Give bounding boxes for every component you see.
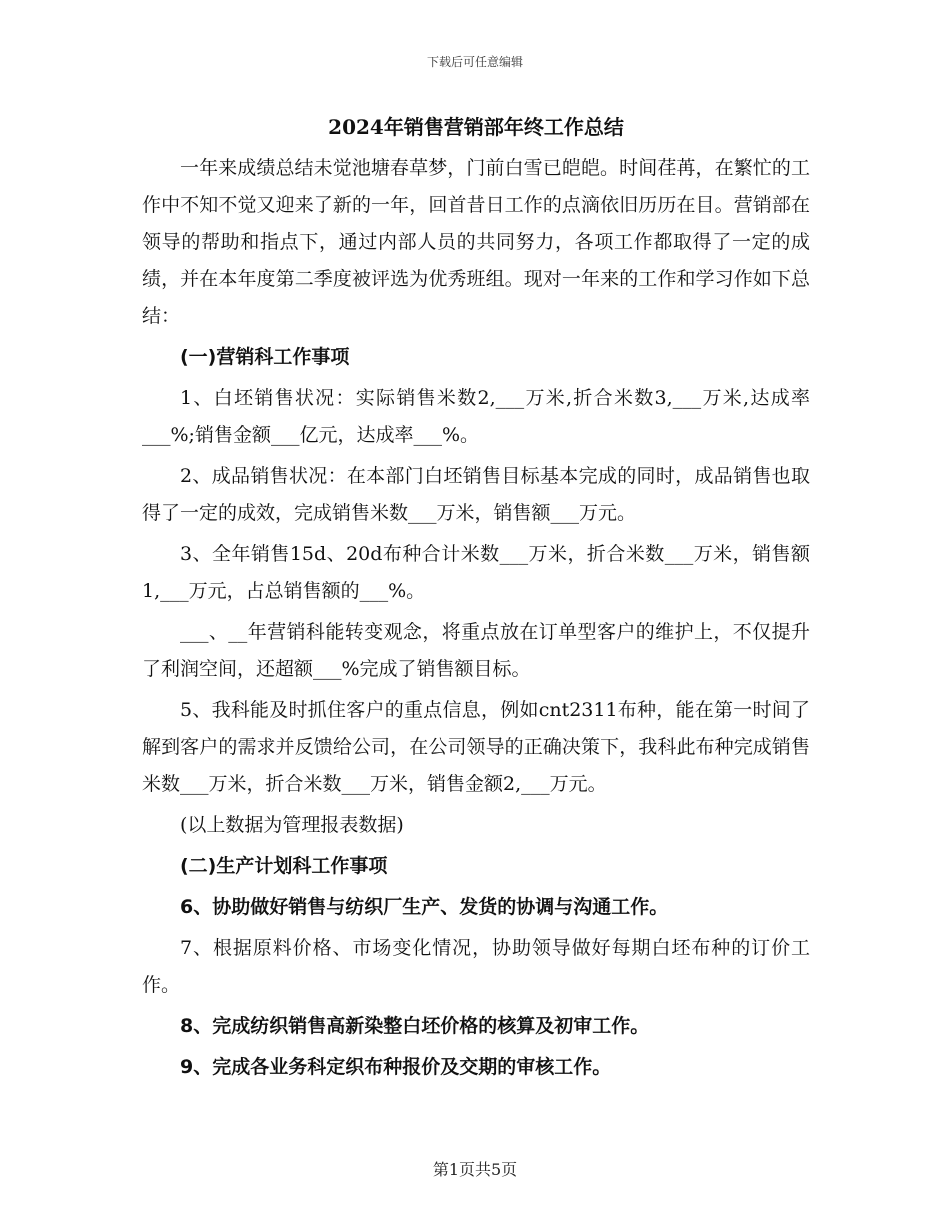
data-source-note: (以上数据为管理报表数据): [180, 814, 404, 836]
document-title: 2024年销售营销部年终工作总结: [328, 115, 624, 139]
list-item: 8、完成纺织销售高新染整白坯价格的核算及初审工作。: [180, 1015, 650, 1037]
list-item: 2、成品销售状况：在本部门白坯销售目标基本完成的同时，成品销售也取得了一定的成效，完成销售米数___万米，销售额___万元。: [142, 465, 810, 524]
section-heading-marketing: (一)营销科工作事项: [180, 346, 350, 368]
page-footer: 第1页共5页: [432, 1160, 518, 1179]
intro-paragraph: 一年来成绩总结未觉池塘春草梦，门前白雪已皑皑。时间荏苒，在繁忙的工作中不知不觉又迎来了新的一年，回首昔日工作的点滴依旧历历在目。营销部在领导的帮助和指点下，通过内部人员的共同努力，各项工作都取得了一定的成绩，并在本年度第二季度被评选为优秀班组。现对一年来的工作和学习作如下总结：: [142, 157, 810, 327]
list-item: 5、我科能及时抓住客户的重点信息，例如cnt2311布种，能在第一时间了解到客户的需求并反馈给公司，在公司领导的正确决策下，我科此布种完成销售米数___万米，折合米数___万米，销售金额2,___万元。: [142, 699, 810, 795]
list-item: 1、白坯销售状况：实际销售米数2,___万米,折合米数3,___万米,达成率___%;销售金额___亿元，达成率___%。: [142, 387, 810, 446]
list-item: 9、完成各业务科定织布种报价及交期的审核工作。: [180, 1056, 612, 1078]
list-item: 3、全年销售15d、20d布种合计米数___万米，折合米数___万米，销售额1,___万元，占总销售额的___%。: [142, 543, 810, 602]
header-note: 下载后可任意编辑: [426, 55, 523, 69]
list-item: 6、协助做好销售与纺织厂生产、发货的协调与沟通工作。: [180, 896, 669, 918]
list-item: ___、__年营销科能转变观念，将重点放在订单型客户的维护上，不仅提升了利润空间，还超额___%完成了销售额目标。: [142, 621, 810, 680]
document-body: [142, 112, 810, 1090]
list-item: 7、根据原料价格、市场变化情况，协助领导做好每期白坯布种的订价工作。: [142, 937, 810, 996]
section-heading-production: (二)生产计划科工作事项: [180, 855, 388, 877]
